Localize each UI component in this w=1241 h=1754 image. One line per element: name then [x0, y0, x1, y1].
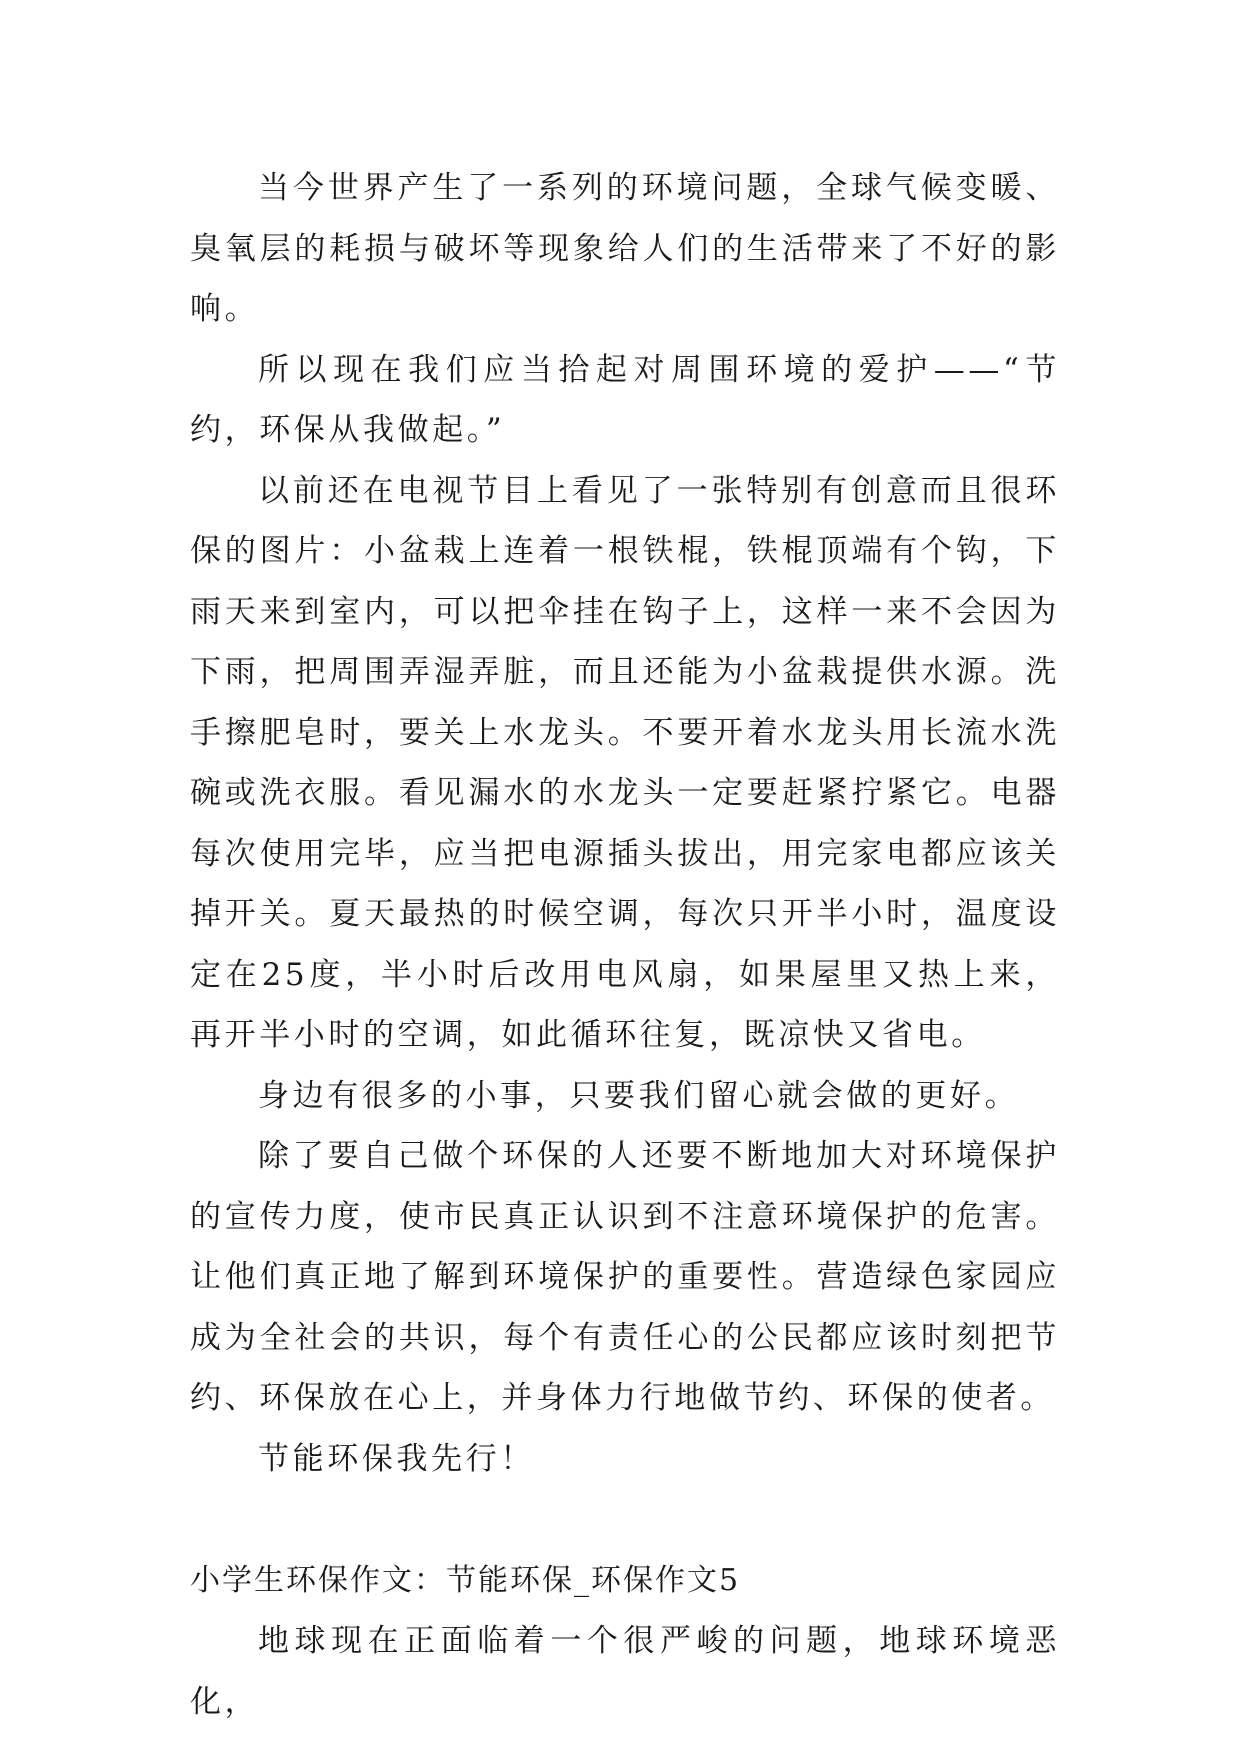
paragraph-closing: 节能环保我先行！ — [258, 1440, 535, 1477]
paragraph-examples: 以前还在电视节目上看见了一张特别有创意而且很环保的图片：小盆栽上连着一根铁棍，铁棍顶端有个钩，下雨天来到室内，可以把伞挂在钩子上，这样一来不会因为下雨，把周围弄湿弄脏，而且还能为小盆栽提供水源。洗手擦肥皂时，要关上水龙头。不要开着水龙头用长流水洗碗或洗衣服。看见漏水的水龙头一定要赶紧拧紧它。电器每次使用完毕，应当把电源插头拔出，用完家电都应该关掉开关。夏天最热的时候空调，每次只开半小时，温度设定在25度，半小时后改用电风扇，如果屋里又热上来，再开半小时的空调，如此循环往复，既凉快又省电。 — [190, 472, 1060, 1053]
document-body — [190, 158, 1060, 1732]
paragraph-publicity: 除了要自己做个环保的人还要不断地加大对环境保护的宣传力度，使市民真正认识到不注意环境保护的危害。让他们真正地了解到环境保护的重要性。营造绿色家园应成为全社会的共识，每个有责任心的公民都应该时刻把节约、环保放在心上，并身体力行地做节约、环保的使者。 — [190, 1138, 1060, 1416]
paragraph-next-section: 地球现在正面临着一个很严峻的问题，地球环境恶化， — [190, 1623, 1060, 1720]
section-spacer — [190, 1489, 1060, 1551]
paragraph-small-things: 身边有很多的小事，只要我们留心就会做的更好。 — [258, 1077, 1020, 1114]
section-title: 小学生环保作文：节能环保_环保作文5 — [190, 1563, 741, 1598]
paragraph-slogan: 所以现在我们应当拾起对周围环境的爱护——“节约，环保从我做起。” — [190, 351, 1060, 448]
paragraph-intro: 当今世界产生了一系列的环境问题，全球气候变暖、臭氧层的耗损与破坏等现象给人们的生活带来了不好的影响。 — [190, 170, 1060, 327]
